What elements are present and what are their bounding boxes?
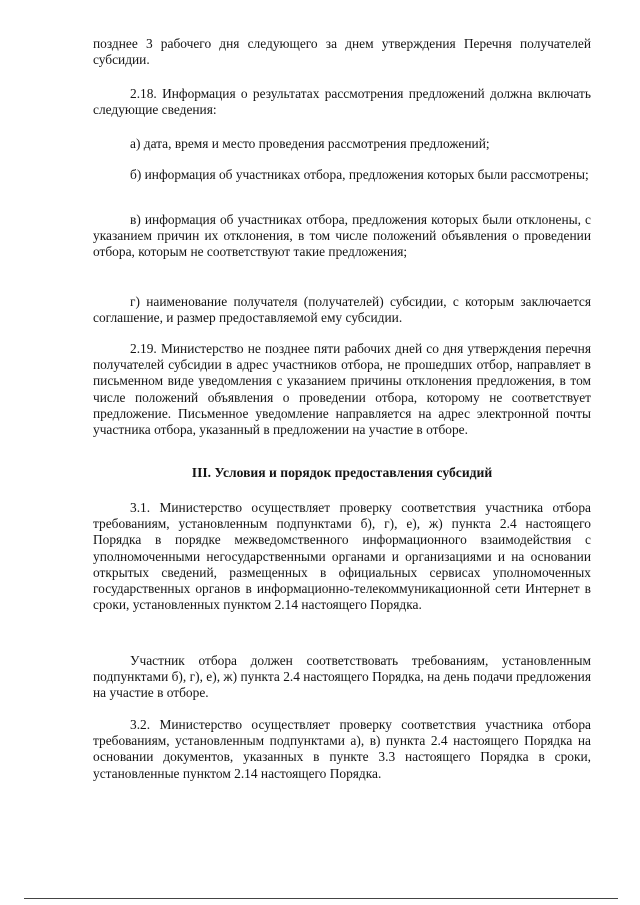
paragraph-participant-requirements: Участник отбора должен соответствовать требованиям, установленным подпунктами б), г), е), ж) пункта 2.4 настоящего Порядка, на день подачи предложения на участие в отборе. <box>93 653 591 701</box>
paragraph-2-19: 2.19. Министерство не позднее пяти рабочих дней со дня утверждения перечня получателей субсидии в адрес участников отбора, не прошедших отбор, направляет в письменном виде уведомления с указанием причины отклонения предложения, в том числе положений объявления о проведении отбора, которому не соответствует предложение. Письменное уведомление направляется на адрес электронной почты участника отбора, указанный в предложении на участие в отборе. <box>93 341 591 438</box>
paragraph-3-2: 3.2. Министерство осуществляет проверку соответствия участника отбора требованиям, установленным подпунктами а), в) пункта 2.4 настоящего Порядка на основании документов, указанных в пункте 3.3 настоящего Порядка в сроки, установленные пунктом 2.14 настоящего Порядка. <box>93 717 591 781</box>
paragraph-3-1: 3.1. Министерство осуществляет проверку соответствия участника отбора требованиям, установленным подпунктами б), г), е), ж) пункта 2.4 настоящего Порядка в порядке межведомственного информационного взаимодействия с уполномоченными негосударственными органами и организациями и на основании открытых сведений, размещенных в официальных сервисах уполномоченных государственных органов в информационно-телекоммуникационной сети Интернет в сроки, установленных пунктом 2.14 настоящего Порядка. <box>93 500 591 613</box>
section-heading: III. Условия и порядок предоставления субсидий <box>191 465 493 480</box>
paragraph-2-18: 2.18. Информация о результатах рассмотрения предложений должна включать следующие сведения: <box>93 86 591 118</box>
paragraph-item-g: г) наименование получателя (получателей) субсидии, с которым заключается соглашение, и размер предоставляемой ему субсидии. <box>93 294 591 326</box>
paragraph-item-a: а) дата, время и место проведения рассмотрения предложений; <box>130 136 490 151</box>
paragraph-item-b: б) информация об участниках отбора, предложения которых были рассмотрены; <box>130 167 589 182</box>
paragraph-continuation: позднее 3 рабочего дня следующего за днем утверждения Перечня получателей субсидии. <box>93 36 591 68</box>
paragraph-item-v: в) информация об участниках отбора, предложения которых были отклонены, с указанием причин их отклонения, в том числе положений объявления о проведении отбора, которым не соответствуют такие предложения; <box>93 212 591 260</box>
footer-rule <box>24 898 618 899</box>
